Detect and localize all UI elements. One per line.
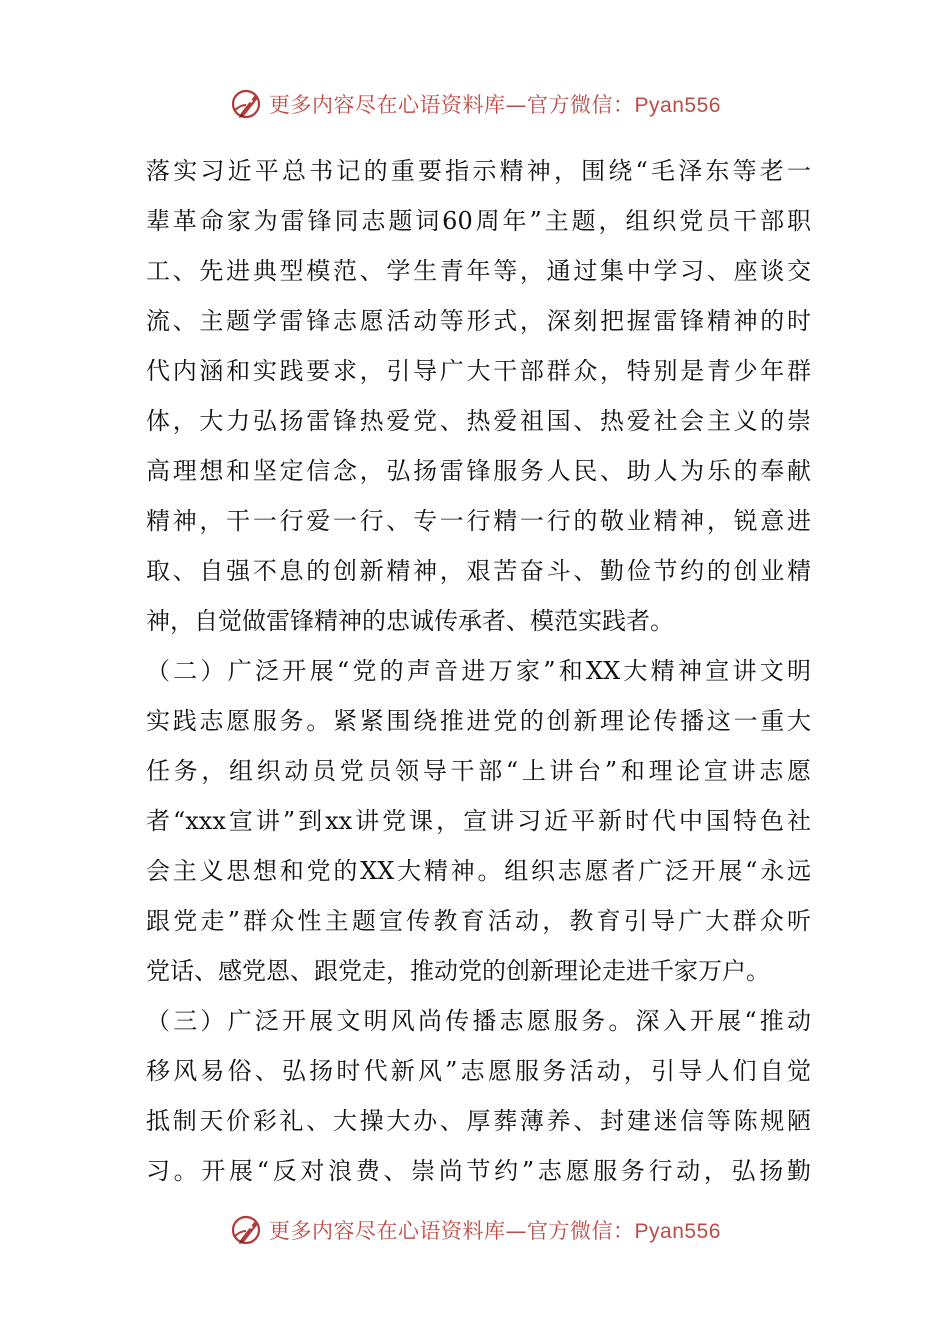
text-line: 实践志愿服务。紧紧围绕推进党的创新理论传播这一重大 (146, 707, 811, 735)
text-line: 代内涵和实践要求，引导广大干部群众，特别是青少年群 (146, 357, 811, 385)
footer-banner (0, 1210, 950, 1250)
text-line: 取、自强不息的创新精神，艰苦奋斗、勤俭节约的创业精 (146, 557, 811, 585)
text-line: 习。开展“反对浪费、崇尚节约”志愿服务行动，弘扬勤 (146, 1157, 811, 1185)
text-line: （三）广泛开展文明风尚传播志愿服务。深入开展“推动 (146, 1007, 811, 1035)
text-line: 精神，干一行爱一行、专一行精一行的敬业精神，锐意进 (146, 507, 811, 535)
header-site-name: 更多内容尽在心语资料库 (269, 93, 506, 117)
text-line: 抵制天价彩礼、大操大办、厚葬薄养、封建迷信等陈规陋 (146, 1107, 811, 1135)
header-wechat-label: 官方微信： (527, 93, 635, 117)
header-text (269, 89, 721, 119)
text-line: 神，自觉做雷锋精神的忠诚传承者、模范实践者。 (146, 607, 674, 635)
footer-wechat-id: Pyan556 (634, 1220, 721, 1243)
text-line: 落实习近平总书记的重要指示精神，围绕“毛泽东等老一 (146, 157, 811, 185)
text-line: 流、主题学雷锋志愿活动等形式，深刻把握雷锋精神的时 (146, 307, 811, 335)
text-line: 跟党走”群众性主题宣传教育活动，教育引导广大群众听 (146, 907, 811, 935)
document-body (146, 146, 811, 1196)
footer-text (269, 1215, 721, 1245)
footer-wechat-label: 官方微信： (527, 1219, 635, 1243)
header-separator: — (505, 93, 528, 117)
text-line: 高理想和坚定信念，弘扬雷锋服务人民、助人为乐的奉献 (146, 457, 811, 485)
text-line: 移风易俗、弘扬时代新风”志愿服务活动，引导人们自觉 (146, 1057, 811, 1085)
text-line: （二）广泛开展“党的声音进万家”和XX大精神宣讲文明 (146, 657, 811, 685)
text-line: 者“xxx宣讲”到xx讲党课，宣讲习近平新时代中国特色社 (146, 807, 811, 835)
header-wechat-id: Pyan556 (634, 94, 721, 117)
pen-logo-icon (229, 87, 263, 121)
footer-separator: — (505, 1219, 528, 1243)
text-line: 会主义思想和党的XX大精神。组织志愿者广泛开展“永远 (146, 857, 811, 885)
text-line: 工、先进典型模范、学生青年等，通过集中学习、座谈交 (146, 257, 811, 285)
header-banner (0, 84, 950, 124)
text-line: 辈革命家为雷锋同志题词60周年”主题，组织党员干部职 (146, 207, 811, 235)
text-line: 体，大力弘扬雷锋热爱党、热爱祖国、热爱社会主义的崇 (146, 407, 811, 435)
footer-site-name: 更多内容尽在心语资料库 (269, 1219, 506, 1243)
text-line: 党话、感党恩、跟党走，推动党的创新理论走进千家万户。 (146, 957, 770, 985)
pen-logo-icon (229, 1213, 263, 1247)
text-line: 任务，组织动员党员领导干部“上讲台”和理论宣讲志愿 (146, 757, 811, 785)
